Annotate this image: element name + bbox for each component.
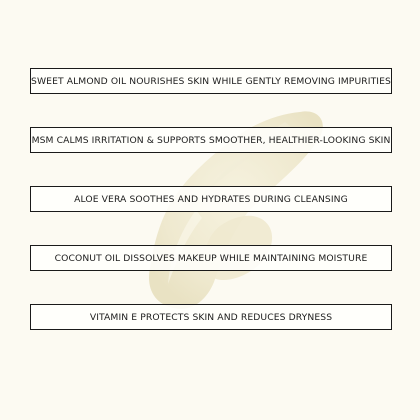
benefit-aloe-vera: ALOE VERA SOOTHES AND HYDRATES DURING CLEANSING	[30, 186, 392, 212]
benefit-sweet-almond-oil: SWEET ALMOND OIL NOURISHES SKIN WHILE GENTLY REMOVING IMPURITIES	[30, 68, 392, 94]
benefit-msm: MSM CALMS IRRITATION & SUPPORTS SMOOTHER, HEALTHIER-LOOKING SKIN	[30, 127, 392, 153]
benefit-vitamin-e: VITAMIN E PROTECTS SKIN AND REDUCES DRYNESS	[30, 304, 392, 330]
benefit-coconut-oil: COCONUT OIL DISSOLVES MAKEUP WHILE MAINTAINING MOISTURE	[30, 245, 392, 271]
